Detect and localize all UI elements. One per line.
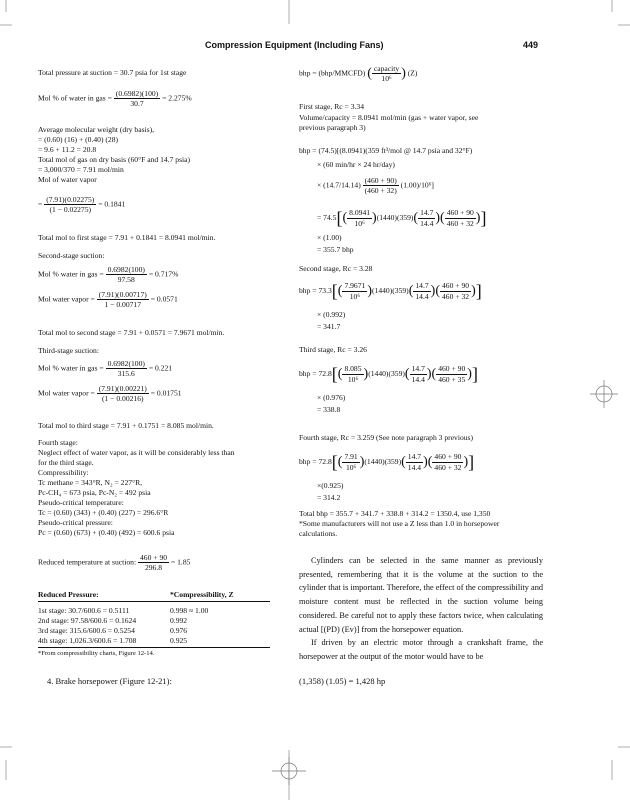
final-hp-result: (1,358) (1.05) = 1,428 hp — [299, 676, 386, 686]
avg-mw-line-3: = 9.6 + 11.2 = 20.8 — [38, 145, 97, 154]
stage4-result: = 314.2 — [317, 493, 341, 502]
running-header: Compression Equipment (Including Fans) — [205, 40, 384, 50]
eq-label: Mol % of water in gas = — [38, 93, 112, 103]
table-footnote: *From compressibility charts, Figure 12-14. — [38, 650, 155, 657]
third-stage-heading-right: Third stage, Rc = 3.26 — [299, 345, 367, 354]
table-cell: 0.992 — [170, 616, 188, 625]
total-mol-gas: Total mol of gas on dry basis (60°F and 14.7 psia) — [38, 155, 191, 164]
table-cell: 0.976 — [170, 626, 188, 635]
table-row: 4th stage: 1,026.3/600.6 = 1.708 — [38, 636, 137, 645]
fourth-5: Tc methane = 343°R, N₂ = 227°R, — [38, 478, 143, 487]
fourth-10: Pc = (0.60) (673) + (0.40) (492) = 600.6 psia — [38, 528, 175, 537]
stage1-result: = 355.7 bhp — [317, 245, 354, 254]
avg-mw-line-2: = (0.60) (16) + (0.40) (28) — [38, 135, 119, 144]
stage2-result: = 341.7 — [317, 322, 341, 331]
table-row: 3rd stage: 315.6/600.6 = 0.5254 — [38, 626, 135, 635]
table-cell: 0.925 — [170, 636, 188, 645]
fourth-1: Fourth stage: — [38, 438, 78, 447]
s2-water-equation: Mol % water in gas = $\frac{0.6982(100)}{97.58}$ = 0.717% — [38, 265, 179, 285]
total-first-stage: Total mol to first stage = 7.91 + 0.1841 = 8.0941 mol/min. — [38, 233, 216, 242]
paragraph-motor: If driven by an electric motor through a crankshaft frame, the horsepower at the output of the motor would have to be — [299, 638, 543, 661]
stage4-bhp-equation: bhp = 72.8[( $\frac{7.91}{\text{10⁶}}$ )(1440)(359)( $\frac{14.7}{14.4}$ )( $\frac{460 + 90}{460 + 32}$ )] — [299, 452, 475, 472]
table-row: 2nd stage: 97.58/600.6 = 0.1624 — [38, 616, 137, 625]
second-stage-heading-right: Second stage, Rc = 3.28 — [299, 264, 373, 273]
stage3-z: × (0.976) — [317, 393, 346, 402]
fourth-9: Pseudo-critical pressure: — [38, 518, 113, 527]
fourth-6: Pc-CH₄ = 673 psia, Pc-N₂ = 492 psia — [38, 488, 151, 497]
stage1-z: × (1.00) — [317, 233, 342, 242]
fourth-4: Compressibility: — [38, 468, 89, 477]
mol-water-vapor-heading: Mol of water vapor — [38, 175, 97, 184]
total-third-stage: Total mol to third stage = 7.91 + 0.1751 = 8.085 mol/min. — [38, 421, 214, 430]
volume-capacity-1: Volume/capacity = 8.0941 mol/min (gas + water vapor, see — [299, 113, 479, 122]
avg-mw-line-1: Average molecular weight (dry basis), — [38, 125, 155, 134]
total-second-stage: Total mol to second stage = 7.91 + 0.0571 = 7.9671 mol/min. — [38, 328, 225, 337]
bhp-definition: bhp = (bhp/MMCFD) ( $\frac{\text{capacity}}{\text{10⁶}}$ ) (Z) — [299, 64, 418, 84]
page-number: 449 — [523, 40, 539, 50]
fourth-8: Tc = (0.60) (343) + (0.40) (227) = 296.6°R — [38, 508, 169, 517]
eq-sign: = — [38, 199, 43, 209]
stage2-z: × (0.992) — [317, 310, 346, 319]
third-stage-heading: Third-stage suction: — [38, 346, 99, 355]
volume-capacity-2: previous paragraph 3) — [299, 123, 366, 132]
total-bhp: Total bhp = 355.7 + 341.7 + 338.8 + 314.2 = 1350.4, use 1,350 — [299, 509, 491, 518]
reduced-temp-equation: Reduced temperature at suction: $\frac{460 + 90}{296.8}$ = 1.85 — [38, 553, 191, 573]
note-line-1: *Some manufacturers will not use a Z less than 1.0 in horsepower — [299, 519, 500, 528]
bhp-line-1: bhp = (74.5)[(8.0941)(359 ft³/mol @ 14.7 psia and 32°F) — [299, 146, 473, 155]
fourth-stage-heading-right: Fourth stage, Rc = 3.259 (See note paragraph 3 previous) — [299, 433, 474, 442]
fraction: $\frac{(7.91)(0.02275)}{(1 - 0.02275)}$ — [46, 195, 95, 215]
fourth-3: for the third stage. — [38, 458, 94, 467]
eq-result: = 2.275% — [162, 93, 192, 103]
eq-result: = 0.1841 — [98, 199, 126, 209]
suction-pressure-line: Total pressure at suction = 30.7 psia for 1st stage — [38, 68, 187, 77]
registration-mark-right — [590, 380, 618, 408]
brake-hp-heading: 4. Brake horsepower (Figure 12-21): — [47, 676, 172, 686]
s3-vapor-equation: Mol water vapor = $\frac{(7.91)(0.00221)}{(1 - 0.00216)}$ = 0.01751 — [38, 384, 182, 404]
stage2-bhp-equation: bhp = 73.3[( $\frac{7.9671}{\text{10⁶}}$ )(1440)(359)( $\frac{14.7}{14.4}$ )( $\frac{460 + 90}{460 + 32}$ )] — [299, 281, 482, 301]
table-cell: 0.998 ≈ 1.00 — [170, 606, 209, 615]
first-stage-heading: First stage, Rc = 3.34 — [299, 102, 365, 111]
table-header-compressibility: *Compressibility, Z — [170, 590, 234, 599]
bhp-line-2: × (60 min/hr × 24 hr/day) — [317, 160, 395, 169]
fourth-2: Neglect effect of water vapor, as it will be considerably less than — [38, 448, 235, 457]
paragraph-cylinders: Cylinders can be selected in the same manner as previously presented, remembering that it is the volume at the suction to the cylinder that is important. Therefore, the effect of the compressibility and moisture content must be reflected in the suction volume being considered. Be careful not to apply these factors twice, when calculating actual [(PD) (Ev)] from the horsepower equation. — [299, 556, 543, 634]
fourth-7: Pseudo-critical temperature: — [38, 498, 124, 507]
second-stage-heading: Second-stage suction: — [38, 251, 105, 260]
table-header-reduced-pressure: Reduced Pressure: — [38, 590, 99, 599]
total-mol-gas-2: = 3,000/370 = 7.91 mol/min — [38, 165, 124, 174]
fraction: $\frac{(0.6982)(100)}{30.7}$ — [115, 89, 159, 109]
stage1-bhp-equation: = 74.5[( $\frac{8.0941}{\text{10⁶}}$ )(1440)(359)( $\frac{14.7}{14.4}$ )( $\frac{460 + 90}{460 + 32}$ )] — [317, 208, 487, 228]
stage4-z: ×(0.925) — [317, 481, 344, 490]
s2-vapor-equation: Mol water vapor = $\frac{(7.91)(0.00717)}{1 - 0.00717}$ = 0.0571 — [38, 290, 178, 310]
registration-mark-bottom — [272, 757, 306, 785]
bhp-line-3: × (14.7/14.14) $\frac{(460 + 90)}{(460 + 32)}$ (1.00)/10⁶] — [317, 176, 434, 196]
note-line-2: calculations. — [299, 529, 338, 538]
stage3-bhp-equation: bhp = 72.8[( $\frac{8.085}{\text{10⁶}}$ )(1440)(359)( $\frac{14.7}{14.4}$ )( $\frac{460 + 90}{460 + 35}$ )] — [299, 364, 478, 384]
s3-water-equation: Mol % water in gas = $\frac{0.6982(100)}{315.6}$ = 0.221 — [38, 359, 173, 379]
stage3-result: = 338.8 — [317, 405, 341, 414]
table-row: 1st stage: 30.7/600.6 = 0.5111 — [38, 606, 130, 615]
